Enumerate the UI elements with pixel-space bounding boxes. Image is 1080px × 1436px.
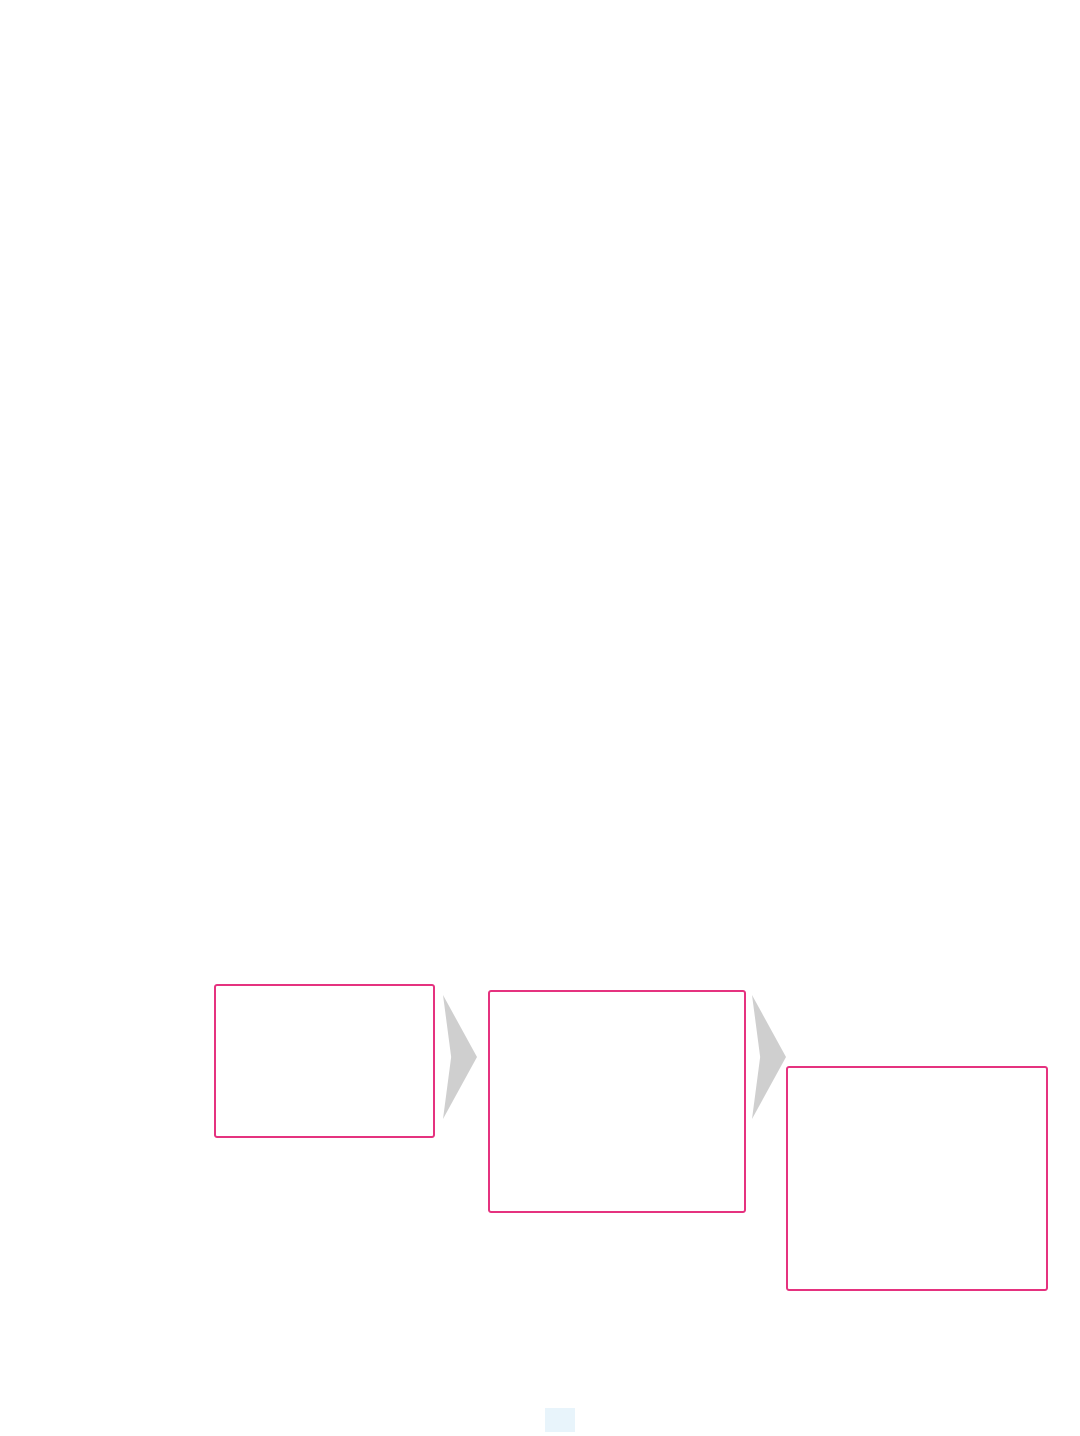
highlight-box-2030	[786, 1066, 1048, 1291]
highlight-box-2022	[214, 984, 435, 1138]
transition-arrow-1	[443, 995, 477, 1119]
highlight-box-2025	[488, 990, 746, 1213]
transition-arrow-2	[752, 995, 786, 1119]
page-number	[545, 1408, 575, 1432]
